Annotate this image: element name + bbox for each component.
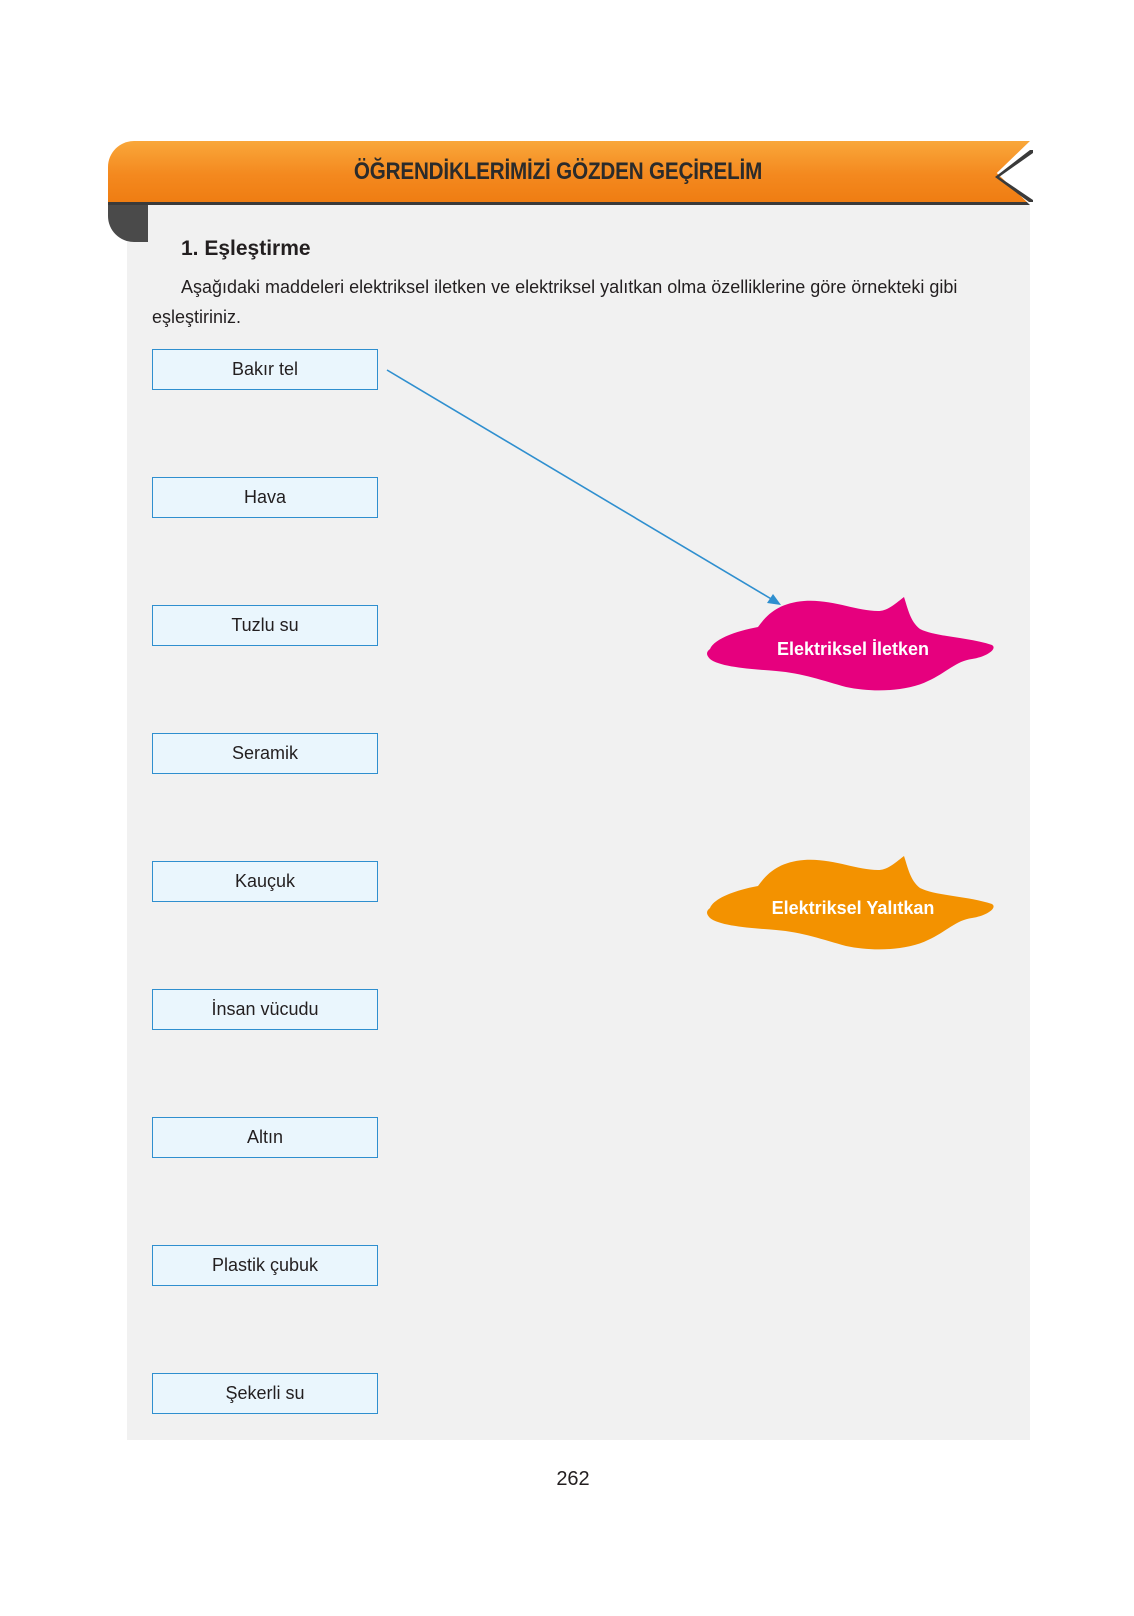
match-item-altin[interactable]: Altın <box>152 1117 378 1158</box>
insulator-label: Elektriksel Yalıtkan <box>771 897 935 918</box>
match-item-hava[interactable]: Hava <box>152 477 378 518</box>
banner-notch-decoration <box>993 150 1033 202</box>
target-insulator[interactable] <box>706 856 996 954</box>
match-item-bakir-tel[interactable]: Bakır tel <box>152 349 378 390</box>
page-number: 262 <box>556 1468 590 1490</box>
target-conductor[interactable] <box>706 597 996 695</box>
match-item-plastik-cubuk[interactable]: Plastik çubuk <box>152 1245 378 1286</box>
exercise-heading: 1. Eşleştirme <box>181 237 311 260</box>
page-title: ÖĞRENDİKLERİMİZİ GÖZDEN GEÇİRELİM <box>353 158 763 185</box>
conductor-label: Elektriksel İletken <box>776 638 930 659</box>
match-item-sekerli-su[interactable]: Şekerli su <box>152 1373 378 1414</box>
match-item-insan-vucudu[interactable]: İnsan vücudu <box>152 989 378 1030</box>
match-item-seramik[interactable]: Seramik <box>152 733 378 774</box>
exercise-instruction: Aşağıdaki maddeleri elektriksel iletken ve elektriksel yalıtkan olma özelliklerine göre örnekteki gibi eşleştiriniz. <box>152 277 958 327</box>
match-item-tuzlu-su[interactable]: Tuzlu su <box>152 605 378 646</box>
match-item-kaucuk[interactable]: Kauçuk <box>152 861 378 902</box>
